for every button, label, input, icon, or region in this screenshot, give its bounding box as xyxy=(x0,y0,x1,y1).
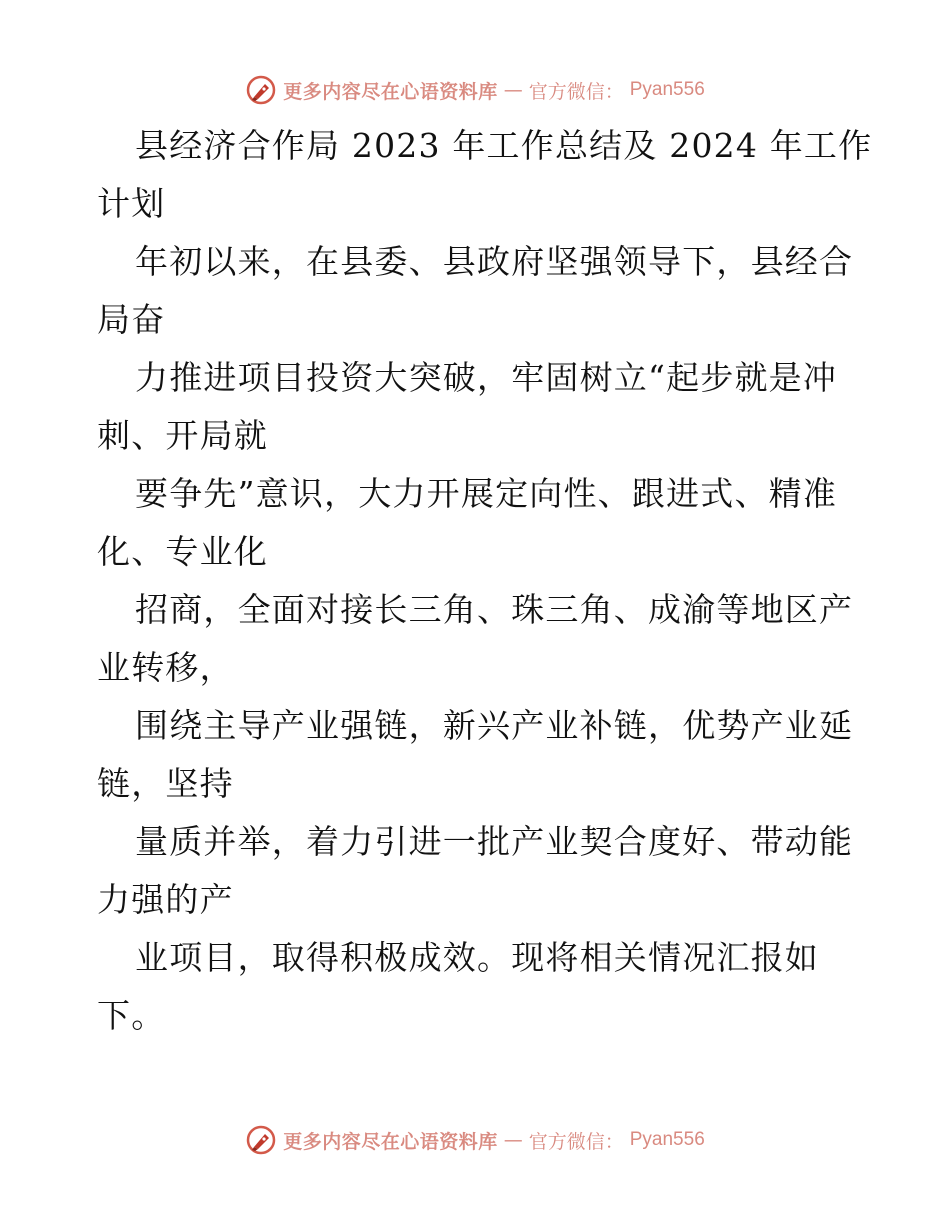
paragraph-line: 业项目，取得积极成效。现将相关情况汇报如 xyxy=(135,938,819,977)
banner-wechat-label: 官方微信： xyxy=(528,80,624,103)
document-body xyxy=(97,117,873,1045)
pen-nib-logo-icon xyxy=(245,74,277,106)
banner-wechat-id: Pyan556 xyxy=(629,79,705,100)
paragraph-line: 招商，全面对接长三角、珠三角、成渝等地区产 xyxy=(135,590,854,629)
paragraph-line: 链，坚持 xyxy=(97,764,234,803)
banner-dash: — xyxy=(503,79,523,101)
pen-nib-logo-icon xyxy=(245,1124,277,1156)
paragraph-line: 局奋 xyxy=(97,300,166,339)
paragraph-line: 年初以来，在县委、县政府坚强领导下，县经合 xyxy=(135,242,854,281)
document-title-line-1: 县经济合作局 2023 年工作总结及 2024 年工作 xyxy=(135,126,873,165)
banner-wechat-label: 官方微信： xyxy=(528,1130,624,1153)
paragraph-line: 量质并举，着力引进一批产业契合度好、带动能 xyxy=(135,822,854,861)
footer-banner-inner xyxy=(245,1124,705,1156)
paragraph-line: 围绕主导产业强链，新兴产业补链，优势产业延 xyxy=(135,706,854,745)
header-banner-inner xyxy=(245,74,705,106)
paragraph-line: 力强的产 xyxy=(97,880,234,919)
footer-banner xyxy=(0,1120,950,1160)
banner-site-text: 更多内容尽在心语资料库 xyxy=(283,1130,498,1153)
banner-dash: — xyxy=(503,1129,523,1151)
header-banner xyxy=(0,70,950,110)
paragraph-line: 力推进项目投资大突破，牢固树立“起步就是冲 xyxy=(135,358,838,397)
paragraph-line: 下。 xyxy=(97,996,166,1035)
banner-site-text: 更多内容尽在心语资料库 xyxy=(283,80,498,103)
paragraph-line: 化、专业化 xyxy=(97,532,268,571)
document-title-line-2: 计划 xyxy=(97,184,166,223)
paragraph-line: 业转移， xyxy=(97,648,234,687)
banner-wechat-id: Pyan556 xyxy=(629,1129,705,1150)
paragraph-line: 刺、开局就 xyxy=(97,416,268,455)
paragraph-line: 要争先”意识，大力开展定向性、跟进式、精准 xyxy=(135,474,838,513)
